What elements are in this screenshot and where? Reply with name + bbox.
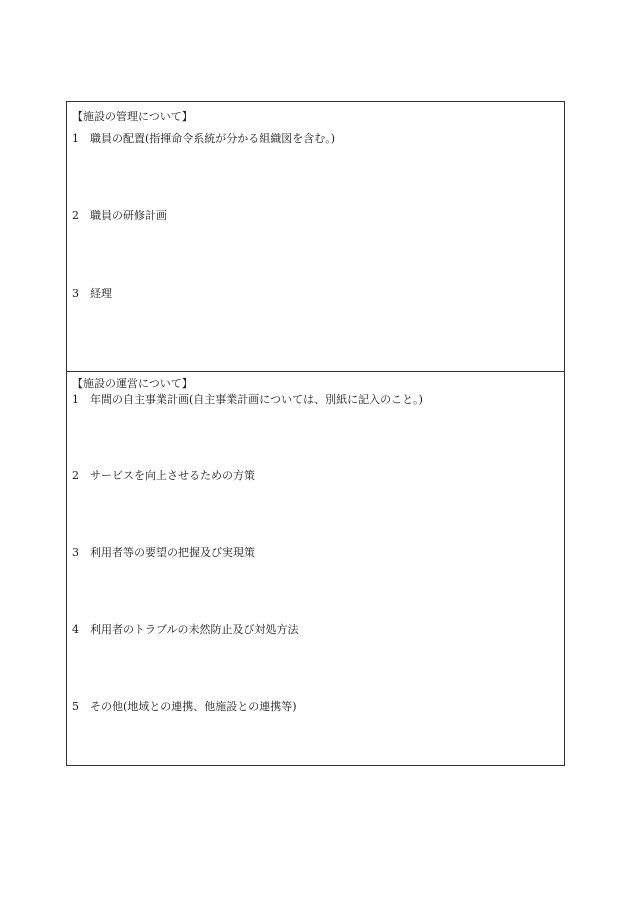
management-item-staff-placement: [72, 132, 335, 146]
item-number: 3: [72, 287, 79, 300]
item-number: 2: [72, 469, 79, 482]
item-label: 年間の自主事業計画(自主事業計画については、別紙に記入のこと。): [90, 393, 423, 406]
operation-item-other-cooperation: [72, 700, 297, 714]
item-label: 職員の研修計画: [90, 209, 167, 222]
item-number: 4: [72, 623, 79, 636]
section-facility-operation: [67, 372, 564, 765]
item-label: 利用者のトラブルの未然防止及び対処方法: [90, 623, 299, 636]
item-label: 職員の配置(指揮命令系統が分かる組織図を含む。): [90, 132, 336, 145]
item-label: 利用者等の要望の把握及び実現策: [90, 546, 255, 559]
section-facility-management: [67, 102, 564, 372]
item-number: 2: [72, 209, 79, 222]
section-heading-operation: 【施設の運営について】: [72, 377, 193, 390]
management-item-staff-training: [72, 209, 167, 223]
item-number: 1: [72, 393, 79, 406]
item-label: その他(地域との連携、他施設との連携等): [90, 700, 297, 713]
item-number: 5: [72, 700, 79, 713]
form-table: [66, 101, 565, 766]
operation-item-trouble-prevention: [72, 623, 299, 637]
section-heading-management: 【施設の管理について】: [72, 110, 193, 123]
item-label: 経理: [90, 287, 112, 300]
item-label: サービスを向上させるための方策: [90, 469, 255, 482]
operation-item-annual-plan: [72, 393, 423, 407]
management-item-accounting: [72, 287, 112, 301]
operation-item-service-improvement: [72, 469, 255, 483]
item-number: 1: [72, 132, 79, 145]
operation-item-user-requests: [72, 546, 255, 560]
item-number: 3: [72, 546, 79, 559]
